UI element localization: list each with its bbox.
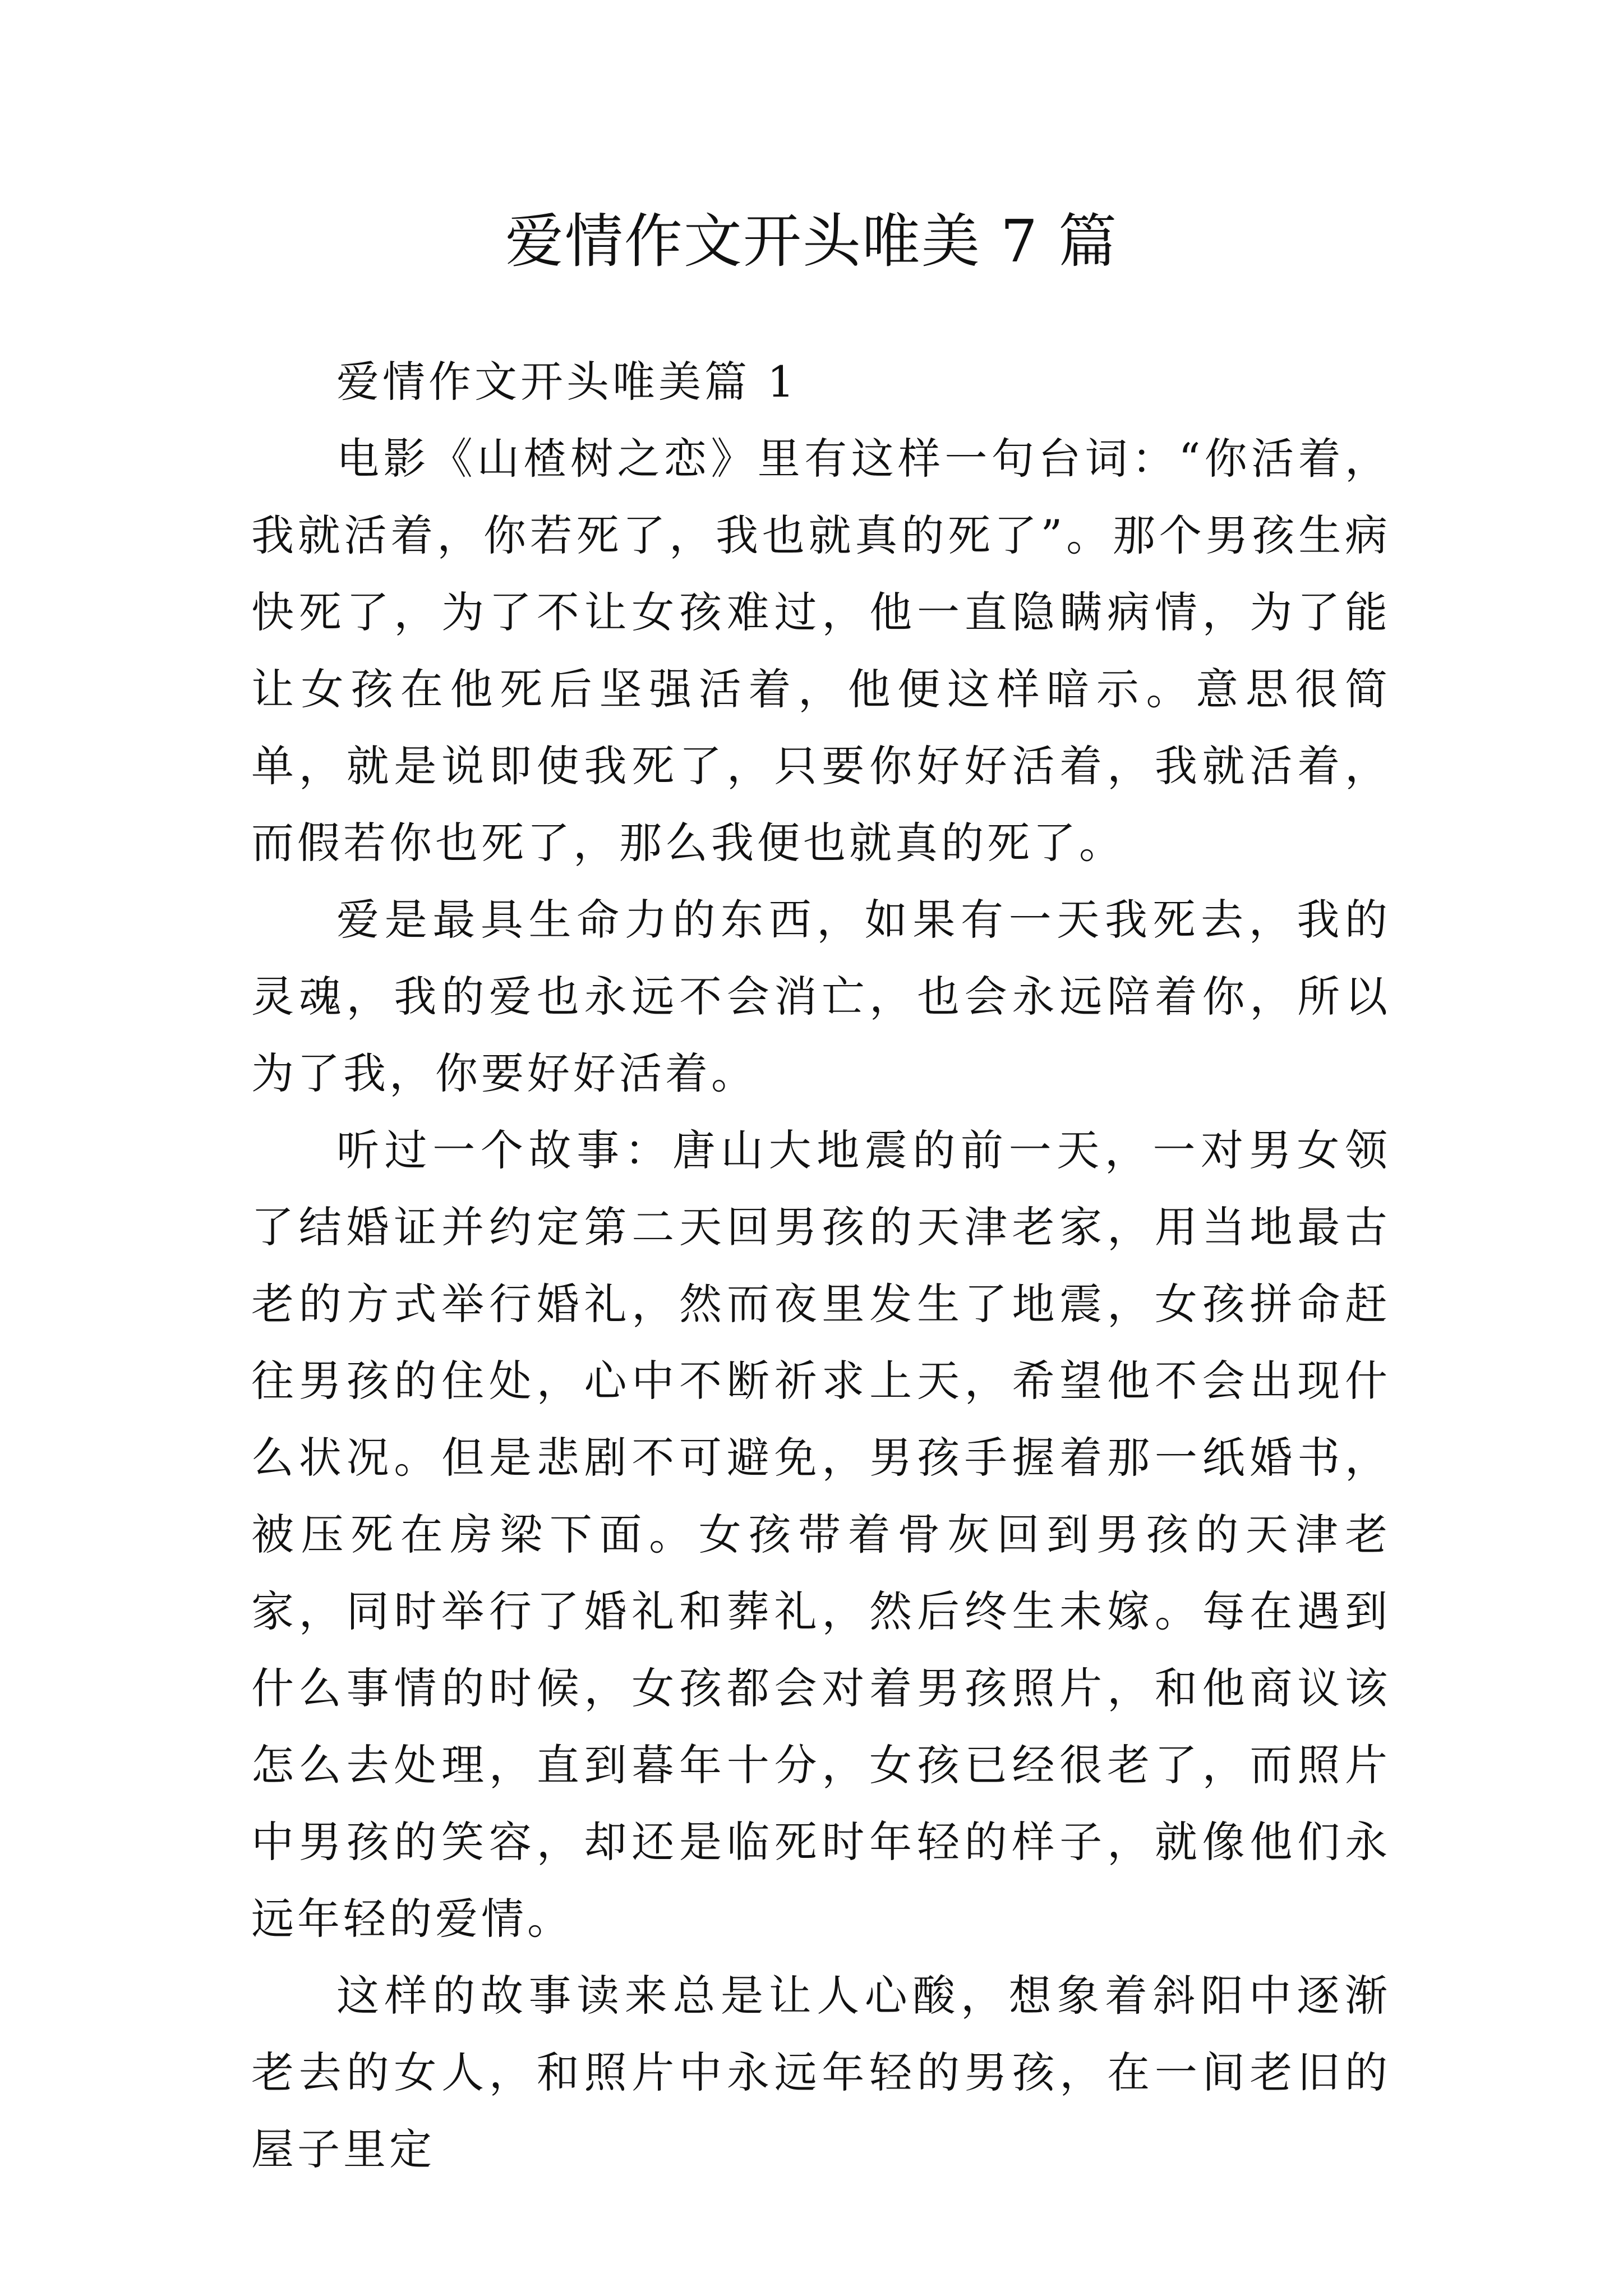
paragraph: 电影《山楂树之恋》里有这样一句台词：“你活着，我就活着，你若死了，我也就真的死了”。那个男孩生病快死了，为了不让女孩难过，他一直隐瞒病情，为了能让女孩在他死后坚强活着，他便这样暗示。意思很简单，就是说即使我死了，只要你好好活着，我就活着，而假若你也死了，那么我便也就真的死了。 [251,434,1391,868]
paragraph: 爱是最具生命力的东西，如果有一天我死去，我的灵魂，我的爱也永远不会消亡，也会永远陪着你，所以为了我，你要好好活着。 [251,895,1391,1098]
paragraph: 听过一个故事：唐山大地震的前一天，一对男女领了结婚证并约定第二天回男孩的天津老家，用当地最古老的方式举行婚礼，然而夜里发生了地震，女孩拼命赶往男孩的住处，心中不断祈求上天，希望他不会出现什么状况。但是悲剧不可避免，男孩手握着那一纸婚书，被压死在房梁下面。女孩带着骨灰回到男孩的天津老家，同时举行了婚礼和葬礼，然后终生未嫁。每在遇到什么事情的时候，女孩都会对着男孩照片，和他商议该怎么去处理，直到暮年十分，女孩已经很老了，而照片中男孩的笑容，却还是临死时年轻的样子，就像他们永远年轻的爱情。 [251,1125,1391,1944]
paragraph: 这样的故事读来总是让人心酸，想象着斜阳中逐渐老去的女人，和照片中永远年轻的男孩，在一间老旧的屋子里定 [251,1971,1391,2174]
section-heading: 爱情作文开头唯美篇 1 [336,357,798,407]
document-body [251,343,1391,2188]
page-title: 爱情作文开头唯美 7 篇 [505,207,1118,275]
